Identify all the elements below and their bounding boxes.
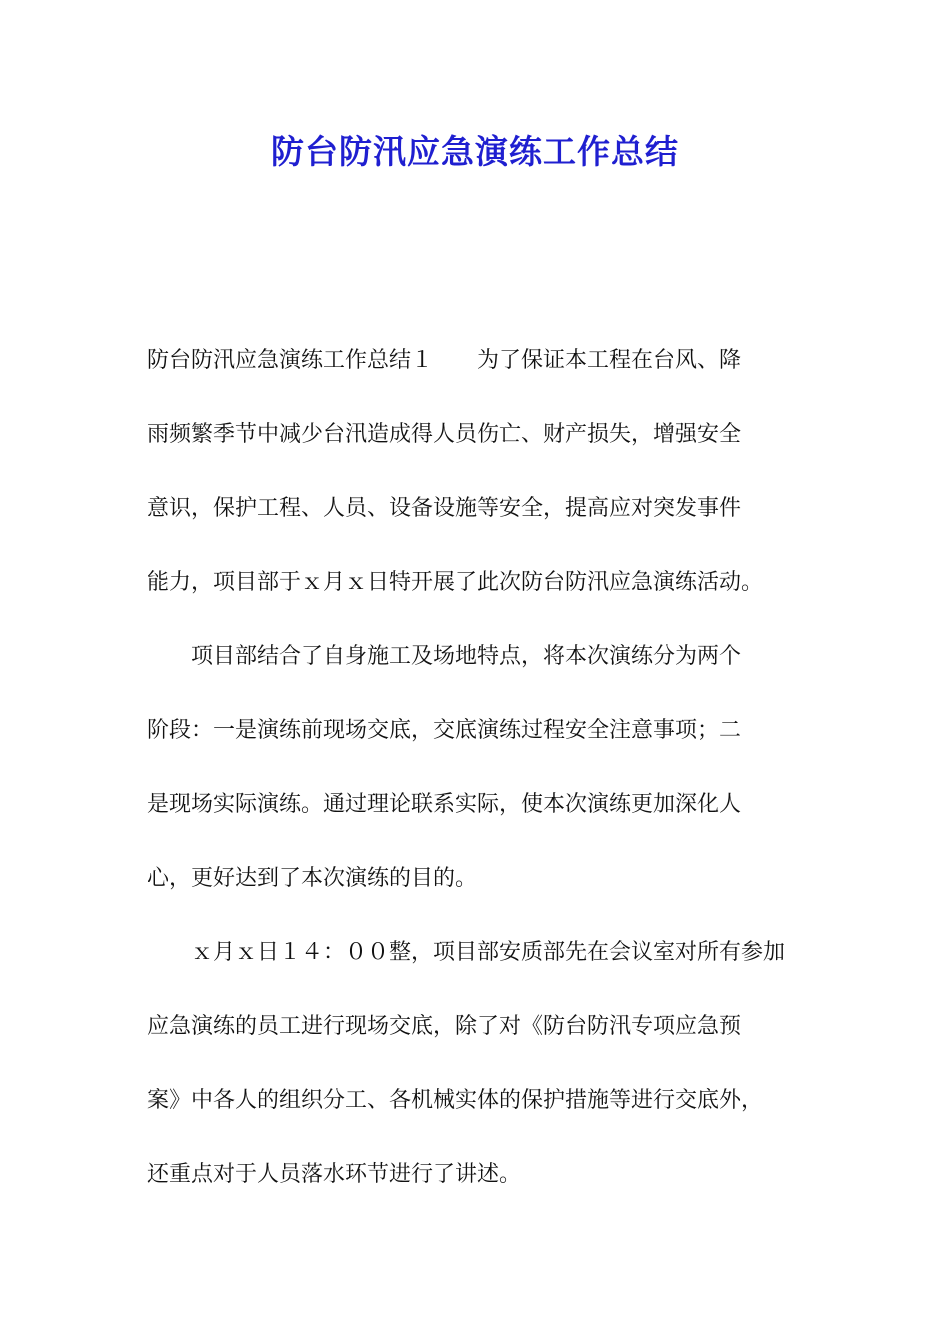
body-line: 能力，项目部于ｘ月ｘ日特开展了此次防台防汛应急演练活动。 — [147, 570, 764, 595]
body-line: 雨频繁季节中减少台汛造成得人员伤亡、财产损失，增强安全 — [147, 422, 742, 447]
body-line: 心，更好达到了本次演练的目的。 — [147, 866, 478, 891]
document-title: 防台防汛应急演练工作总结 — [271, 132, 679, 171]
body-line: 应急演练的员工进行现场交底，除了对《防台防汛专项应急预 — [147, 1014, 742, 1039]
body-line: 还重点对于人员落水环节进行了讲述。 — [147, 1162, 522, 1187]
body-line: 防台防汛应急演练工作总结１ 为了保证本工程在台风、降 — [147, 348, 742, 373]
body-line: 意识，保护工程、人员、设备设施等安全，提高应对突发事件 — [147, 496, 742, 521]
body-line: 项目部结合了自身施工及场地特点，将本次演练分为两个 — [147, 644, 742, 669]
body-line: 阶段：一是演练前现场交底，交底演练过程安全注意事项；二 — [147, 718, 742, 743]
body-line: 案》中各人的组织分工、各机械实体的保护措施等进行交底外， — [147, 1088, 764, 1113]
body-line: 是现场实际演练。通过理论联系实际，使本次演练更加深化人 — [147, 792, 742, 817]
body-line: ｘ月ｘ日１４：００整，项目部安质部先在会议室对所有参加 — [147, 940, 786, 965]
document-body — [147, 338, 809, 1226]
